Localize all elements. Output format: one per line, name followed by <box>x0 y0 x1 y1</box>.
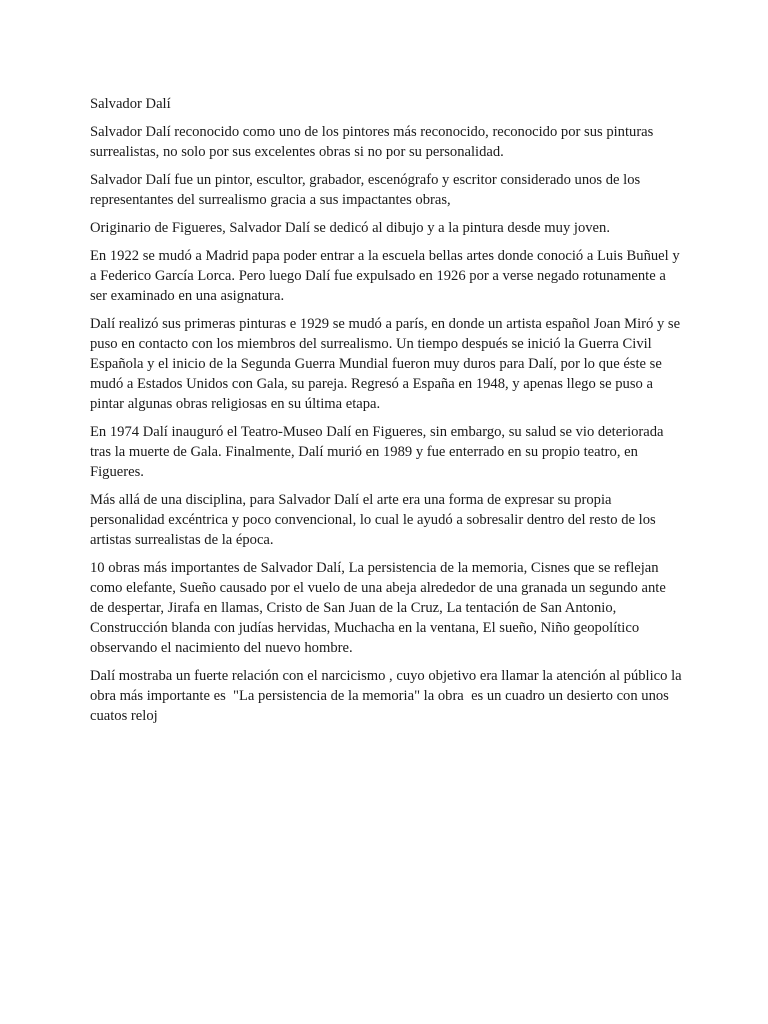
paragraph-6: En 1974 Dalí inauguró el Teatro-Museo Dalí en Figueres, sin embargo, su salud se vio deteriorada tras la muerte de Gala. Finalmente, Dalí murió en 1989 y fue enterrado en su propio teatro, en Figueres. <box>90 424 668 480</box>
paragraph-8: 10 obras más importantes de Salvador Dalí, La persistencia de la memoria, Cisnes que se reflejan como elefante, Sueño causado por el vuelo de una abeja alrededor de una granada un segundo ante de despertar, Jirafa en llamas, Cristo de San Juan de la Cruz, La tentación de San Antonio, Construcción blanda con judías hervidas, Muchacha en la ventana, El sueño, Niño geopolítico observando el nacimiento del nuevo hombre. <box>90 560 670 656</box>
paragraph-9: Dalí mostraba un fuerte relación con el narcicismo , cuyo objetivo era llamar la atención al público la obra más importante es "La persistencia de la memoria" la obra es un cuadro un desierto con unos cuatos reloj <box>90 668 686 724</box>
paragraph-7: Más allá de una disciplina, para Salvador Dalí el arte era una forma de expresar su propia personalidad excéntrica y poco convencional, lo cual le ayudó a sobresalir dentro del resto de los artistas surrealistas de la época. <box>90 492 660 548</box>
paragraph-3: Originario de Figueres, Salvador Dalí se dedicó al dibujo y a la pintura desde muy joven. <box>90 220 610 236</box>
document-title: Salvador Dalí <box>90 96 171 112</box>
document-page <box>90 94 686 734</box>
paragraph-5: Dalí realizó sus primeras pinturas e 1929 se mudó a parís, en donde un artista español Joan Miró y se puso en contacto con los miembros del surrealismo. Un tiempo después se inició la Guerra Civil Española y el inicio de la Segunda Guerra Mundial fueron muy duros para Dalí, por lo que éste se mudó a Estados Unidos con Gala, su pareja. Regresó a España en 1948, y apenas llego se puso a pintar algunas obras religiosas en su última etapa. <box>90 316 684 412</box>
paragraph-1: Salvador Dalí reconocido como uno de los pintores más reconocido, reconocido por sus pinturas surrealistas, no solo por sus excelentes obras si no por su personalidad. <box>90 124 657 160</box>
paragraph-2: Salvador Dalí fue un pintor, escultor, grabador, escenógrafo y escritor considerado unos de los representantes del surrealismo gracia a sus impactantes obras, <box>90 172 644 208</box>
paragraph-4: En 1922 se mudó a Madrid papa poder entrar a la escuela bellas artes donde conoció a Luis Buñuel y a Federico García Lorca. Pero luego Dalí fue expulsado en 1926 por a verse negado rotunamente a ser examinado en una asignatura. <box>90 248 684 304</box>
